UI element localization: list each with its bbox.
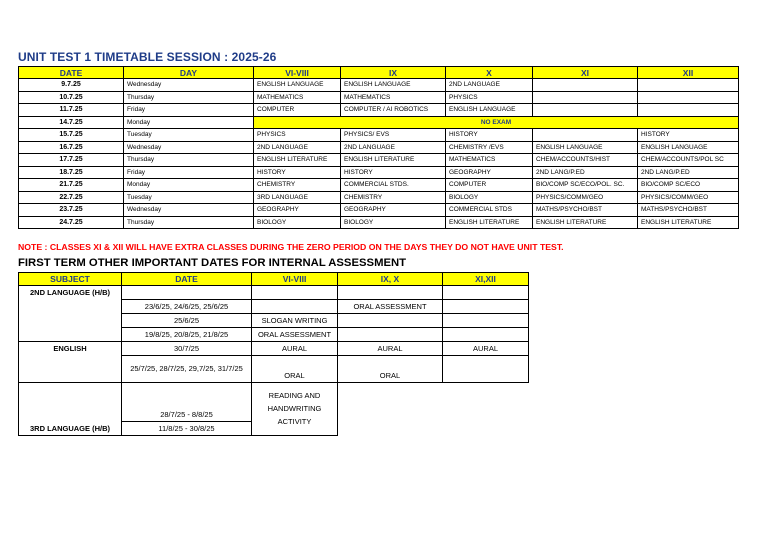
assessment-header-row — [19, 273, 529, 286]
subject-cell: BIOLOGY — [341, 216, 446, 229]
subject-cell: PHYSICS — [446, 91, 533, 104]
timetable-title: UNIT TEST 1 TIMETABLE SESSION : 2025-26 — [18, 50, 277, 64]
header-x: X — [446, 67, 533, 79]
assessment-title: FIRST TERM OTHER IMPORTANT DATES FOR INTERNAL ASSESSMENT — [18, 257, 407, 269]
date-cell: 18.7.25 — [19, 166, 124, 179]
header-ix-x: IX, X — [338, 273, 443, 286]
day-cell: Friday — [124, 166, 254, 179]
subject-cell: HISTORY — [341, 166, 446, 179]
date-cell: 28/7/25 - 8/8/25 — [122, 382, 252, 421]
subject-cell: PHYSICS/COMM/GEO — [533, 191, 638, 204]
subject-cell: 2ND LANG/P.ED — [533, 166, 638, 179]
date-cell: 23/6/25, 24/6/25, 25/6/25 — [122, 299, 252, 313]
cell — [443, 313, 529, 327]
subject-cell: ENGLISH LITERATURE — [638, 216, 739, 229]
subject-cell: PHYSICS — [254, 129, 341, 142]
empty-cell — [443, 382, 529, 435]
date-cell: 9.7.25 — [19, 79, 124, 92]
timetable-header-row — [19, 67, 739, 79]
date-cell: 22.7.25 — [19, 191, 124, 204]
header-date: DATE — [19, 67, 124, 79]
table-row — [19, 104, 739, 117]
subject-cell: COMPUTER — [446, 179, 533, 192]
cell — [338, 313, 443, 327]
cell: SLOGAN WRITING — [252, 313, 338, 327]
subject-cell: ENGLISH LANGUAGE — [341, 79, 446, 92]
header-vi-viii: VI-VIII — [254, 67, 341, 79]
day-cell: Thursday — [124, 216, 254, 229]
subject-cell: ENGLISH LANGUAGE — [254, 79, 341, 92]
date-cell: 24.7.25 — [19, 216, 124, 229]
subject-cell: BIO/COMP SC/ECO — [638, 179, 739, 192]
day-cell: Wednesday — [124, 204, 254, 217]
table-row — [19, 129, 739, 142]
subject-cell: CHEMISTRY — [254, 179, 341, 192]
subject-cell — [638, 91, 739, 104]
subject-cell: BIO/COMP SC/ECO/POL. SC. — [533, 179, 638, 192]
date-cell: 15.7.25 — [19, 129, 124, 142]
cell — [252, 286, 338, 300]
subject-cell: 2ND LANGUAGE (H/B) — [19, 286, 122, 300]
subject-cell: COMMERCIAL STDS. — [341, 179, 446, 192]
date-cell: 19/8/25, 20/8/25, 21/8/25 — [122, 327, 252, 341]
date-cell: 30/7/25 — [122, 341, 252, 355]
table-row — [19, 79, 739, 92]
subject-cell: MATHEMATICS — [341, 91, 446, 104]
table-row — [19, 382, 529, 421]
subject-cell: 2ND LANGUAGE — [446, 79, 533, 92]
cell: AURAL — [443, 341, 529, 355]
header-date: DATE — [122, 273, 252, 286]
day-cell: Wednesday — [124, 79, 254, 92]
subject-cell — [533, 79, 638, 92]
cell — [338, 286, 443, 300]
subject-cell: COMPUTER — [254, 104, 341, 117]
cell — [443, 286, 529, 300]
day-cell: Thursday — [124, 154, 254, 167]
date-cell: 16.7.25 — [19, 141, 124, 154]
table-row — [19, 154, 739, 167]
subject-cell: CHEMISTRY /EVS — [446, 141, 533, 154]
cell: ORAL ASSESSMENT — [252, 327, 338, 341]
subject-cell: HISTORY — [446, 129, 533, 142]
table-row — [19, 116, 739, 129]
table-row — [19, 327, 529, 341]
header-subject: SUBJECT — [19, 273, 122, 286]
unit-test-timetable — [18, 66, 739, 229]
table-row — [19, 216, 739, 229]
subject-cell: ENGLISH LITERATURE — [533, 216, 638, 229]
subject-cell: GEOGRAPHY — [341, 204, 446, 217]
header-xi-xii: XI,XII — [443, 273, 529, 286]
subject-cell: ENGLISH LANGUAGE — [533, 141, 638, 154]
no-exam-cell: NO EXAM — [254, 116, 739, 129]
cell — [443, 327, 529, 341]
day-cell: Tuesday — [124, 129, 254, 142]
cell: AURAL — [252, 341, 338, 355]
subject-cell: ENGLISH LITERATURE — [341, 154, 446, 167]
day-cell: Wednesday — [124, 141, 254, 154]
subject-cell: 2ND LANGUAGE — [341, 141, 446, 154]
day-cell: Thursday — [124, 91, 254, 104]
subject-cell — [19, 299, 122, 313]
subject-cell: HISTORY — [638, 129, 739, 142]
cell — [252, 299, 338, 313]
subject-cell: HISTORY — [254, 166, 341, 179]
table-row — [19, 191, 739, 204]
header-xi: XI — [533, 67, 638, 79]
day-cell: Friday — [124, 104, 254, 117]
subject-cell: MATHEMATICS — [446, 154, 533, 167]
subject-cell: PHYSICS/ EVS — [341, 129, 446, 142]
subject-cell: GEOGRAPHY — [254, 204, 341, 217]
date-cell: 10.7.25 — [19, 91, 124, 104]
date-cell: 11.7.25 — [19, 104, 124, 117]
header-xii: XII — [638, 67, 739, 79]
subject-cell — [533, 91, 638, 104]
subject-cell — [638, 104, 739, 117]
internal-assessment-table — [18, 272, 529, 436]
day-cell: Monday — [124, 179, 254, 192]
subject-cell: ENGLISH LANGUAGE — [638, 141, 739, 154]
table-row — [19, 355, 529, 382]
subject-cell: ENGLISH LITERATURE — [254, 154, 341, 167]
subject-cell: PHYSICS/COMM/GEO — [638, 191, 739, 204]
subject-cell — [19, 355, 122, 382]
table-row — [19, 166, 739, 179]
subject-cell: ENGLISH — [19, 341, 122, 355]
subject-cell: MATHS/PSYCHO/BST — [638, 204, 739, 217]
activity-cell: READING AND HANDWRITING ACTIVITY — [252, 382, 338, 435]
date-cell: 25/7/25, 28/7/25, 29,7/25, 31/7/25 — [122, 355, 252, 382]
table-row — [19, 286, 529, 300]
cell: ORAL — [252, 355, 338, 382]
date-cell — [122, 286, 252, 300]
subject-cell: 3RD LANGUAGE (H/B) — [19, 382, 122, 435]
table-row — [19, 141, 739, 154]
subject-cell — [19, 313, 122, 327]
subject-cell: CHEMISTRY — [341, 191, 446, 204]
subject-cell: 3RD LANGUAGE — [254, 191, 341, 204]
subject-cell: CHEM/ACCOUNTS/POL SC — [638, 154, 739, 167]
date-cell: 14.7.25 — [19, 116, 124, 129]
cell — [338, 327, 443, 341]
subject-cell — [19, 327, 122, 341]
table-row — [19, 179, 739, 192]
cell — [443, 355, 529, 382]
table-row — [19, 299, 529, 313]
table-row — [19, 204, 739, 217]
subject-cell: MATHS/PSYCHO/BST — [533, 204, 638, 217]
day-cell: Tuesday — [124, 191, 254, 204]
date-cell: 23.7.25 — [19, 204, 124, 217]
cell: AURAL — [338, 341, 443, 355]
subject-cell — [533, 104, 638, 117]
header-vi-viii: VI-VIII — [252, 273, 338, 286]
cell: ORAL — [338, 355, 443, 382]
subject-cell: COMMERCIAL STDS — [446, 204, 533, 217]
date-cell: 11/8/25 - 30/8/25 — [122, 421, 252, 435]
cell: ORAL ASSESSMENT — [338, 299, 443, 313]
subject-cell: 2ND LANG/P.ED — [638, 166, 739, 179]
date-cell: 21.7.25 — [19, 179, 124, 192]
subject-cell: 2ND LANGUAGE — [254, 141, 341, 154]
header-day: DAY — [124, 67, 254, 79]
subject-cell: MATHEMATICS — [254, 91, 341, 104]
date-cell: 17.7.25 — [19, 154, 124, 167]
subject-cell — [533, 129, 638, 142]
empty-cell — [338, 382, 443, 435]
subject-cell: ENGLISH LANGUAGE — [446, 104, 533, 117]
date-cell: 25/6/25 — [122, 313, 252, 327]
subject-cell: CHEM/ACCOUNTS/HIST — [533, 154, 638, 167]
subject-cell: GEOGRAPHY — [446, 166, 533, 179]
note-text: NOTE : CLASSES XI & XII WILL HAVE EXTRA CLASSES DURING THE ZERO PERIOD ON THE DAYS THEY DO NOT HAVE UNIT TEST. — [18, 242, 564, 252]
day-cell: Monday — [124, 116, 254, 129]
subject-cell — [638, 79, 739, 92]
subject-cell: BIOLOGY — [254, 216, 341, 229]
header-ix: IX — [341, 67, 446, 79]
subject-cell: BIOLOGY — [446, 191, 533, 204]
table-row — [19, 341, 529, 355]
table-row — [19, 313, 529, 327]
subject-cell: COMPUTER / AI ROBOTICS — [341, 104, 446, 117]
subject-cell: ENGLISH LITERATURE — [446, 216, 533, 229]
cell — [443, 299, 529, 313]
table-row — [19, 91, 739, 104]
